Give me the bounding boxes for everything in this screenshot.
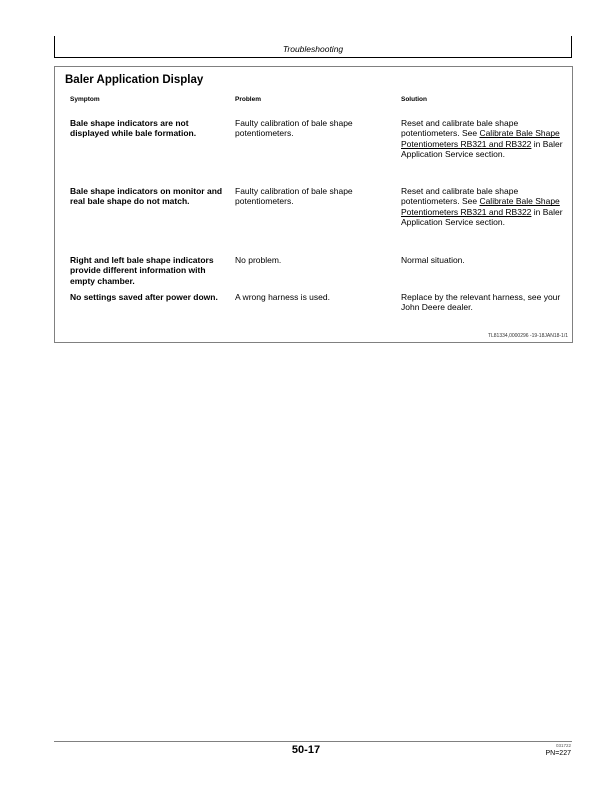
document-reference: TL81334,0000296 -19-18JAN18-1/1 bbox=[487, 333, 568, 339]
symptom-cell: Right and left bale shape indicators provide different information with empty chamber. bbox=[70, 255, 214, 286]
table-title: Baler Application Display bbox=[65, 74, 204, 86]
solution-text: in Baler Application Service section. bbox=[401, 138, 563, 159]
solution-cell: Normal situation. bbox=[401, 255, 465, 265]
solution-text: Reset and calibrate bale shape potentiometers. See bbox=[401, 118, 519, 139]
column-header-problem: Problem bbox=[235, 96, 262, 103]
solution-cell bbox=[401, 186, 566, 227]
section-header: Troubleshooting bbox=[282, 44, 344, 54]
troubleshooting-table bbox=[54, 66, 573, 343]
symptom-cell: Bale shape indicators on monitor and real bale shape do not match. bbox=[70, 186, 223, 207]
solution-cell bbox=[401, 118, 566, 159]
calibrate-link[interactable]: Calibrate Bale Shape Potentiometers RB321 and RB322 bbox=[401, 128, 560, 149]
symptom-cell: Bale shape indicators are not displayed while bale formation. bbox=[70, 118, 197, 139]
problem-cell: No problem. bbox=[235, 255, 282, 265]
solution-cell: Replace by the relevant harness, see your John Deere dealer. bbox=[401, 292, 561, 313]
problem-cell: Faulty calibration of bale shape potentiometers. bbox=[235, 118, 353, 139]
column-header-solution: Solution bbox=[401, 96, 427, 103]
problem-cell: A wrong harness is used. bbox=[235, 292, 330, 302]
column-header-symptom: Symptom bbox=[70, 96, 100, 103]
footer-rule bbox=[54, 741, 572, 742]
footer-pn: PN=227 bbox=[545, 750, 571, 757]
solution-text: in Baler Application Service section. bbox=[401, 206, 563, 227]
header-rule-bottom bbox=[54, 57, 572, 58]
problem-cell: Faulty calibration of bale shape potentiometers. bbox=[235, 186, 353, 207]
footer-code: 031722 bbox=[555, 743, 571, 748]
solution-text: Reset and calibrate bale shape potentiometers. See bbox=[401, 186, 519, 207]
symptom-cell: No settings saved after power down. bbox=[70, 292, 218, 302]
page-number: 50-17 bbox=[291, 744, 321, 756]
calibrate-link[interactable]: Calibrate Bale Shape Potentiometers RB321 and RB322 bbox=[401, 196, 560, 217]
